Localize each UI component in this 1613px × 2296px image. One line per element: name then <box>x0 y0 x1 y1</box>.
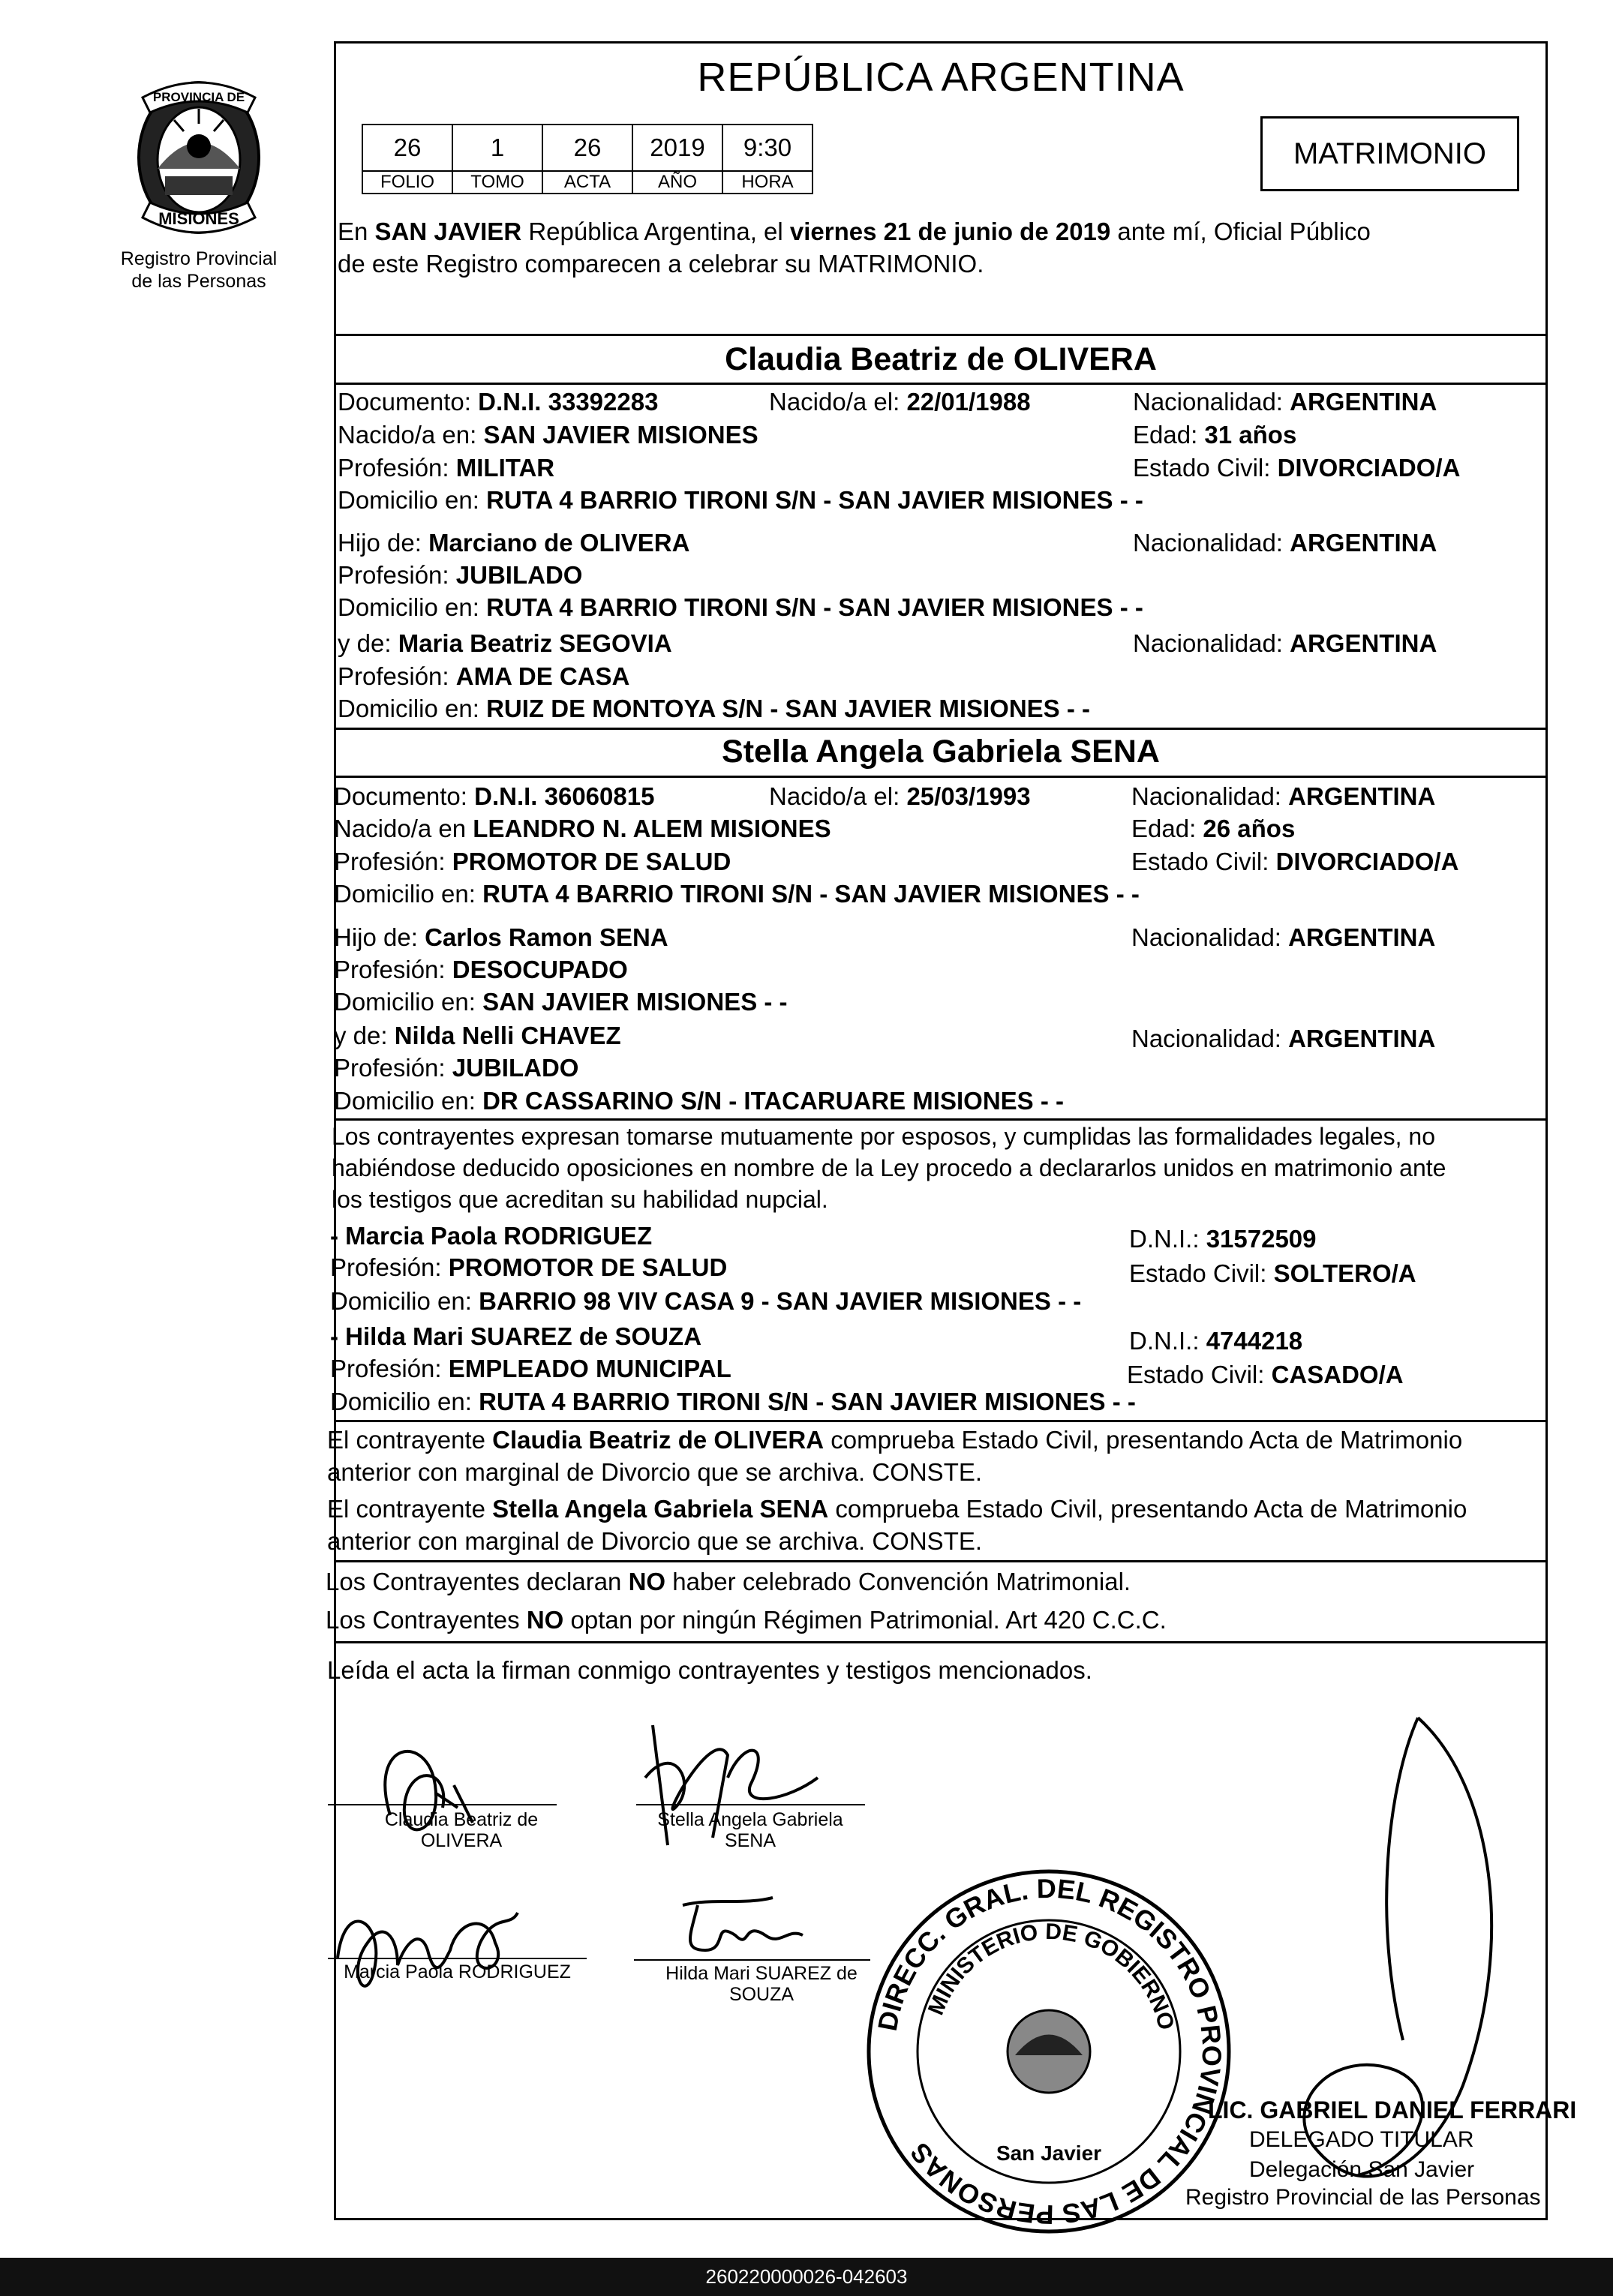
reading-statement: Leída el acta la firman conmigo contrayentes y testigos mencionados. <box>327 1656 1092 1684</box>
signature-caption-hilda: Hilda Mari SUAREZ de SOUZA <box>665 1963 858 2005</box>
country-title: REPÚBLICA ARGENTINA <box>697 55 1185 100</box>
spouse2-document: Documento: D.N.I. 36060815 <box>334 782 655 810</box>
spouse1-father-address: Domicilio en: RUTA 4 BARRIO TIRONI S/N - SAN JAVIER MISIONES - - <box>338 593 1143 621</box>
divider <box>334 383 1548 385</box>
intro-date: viernes 21 de junio de 2019 <box>789 218 1111 245</box>
spouse2-mother-profession: Profesión: JUBILADO <box>334 1054 579 1082</box>
spouse1-mother: y de: Maria Beatriz SEGOVIA <box>338 629 672 657</box>
registry-name-line2: de las Personas <box>131 271 266 292</box>
civil-proof-2: El contrayente Stella Angela Gabriela SENA comprueba Estado Civil, presentando Acta de Matrimonio anterior con marginal de Divorcio que se archiva. CONSTE. <box>327 1495 1467 1555</box>
witness2-dni: D.N.I.: 4744218 <box>1129 1327 1303 1355</box>
registry-name-line1: Registro Provincial <box>120 248 278 269</box>
signature-line <box>328 1804 557 1805</box>
spouse1-civil-status: Estado Civil: DIVORCIADO/A <box>1133 454 1461 482</box>
spouse2-father-nationality: Nacionalidad: ARGENTINA <box>1131 923 1436 951</box>
spouse2-civil-status: Estado Civil: DIVORCIADO/A <box>1131 848 1459 875</box>
witness2-address: Domicilio en: RUTA 4 BARRIO TIRONI S/N - SAN JAVIER MISIONES - - <box>330 1388 1136 1415</box>
official-name: LIC. GABRIEL DANIEL FERRARI <box>1208 2096 1577 2123</box>
hora-label: HORA <box>722 171 813 194</box>
spouse2-name: Stella Angela Gabriela SENA <box>722 734 1160 770</box>
hora-value: 9:30 <box>722 125 813 171</box>
spouse2-father-profession: Profesión: DESOCUPADO <box>334 956 628 983</box>
seal-bottom-text: San Javier <box>996 2141 1102 2165</box>
folio-value: 26 <box>362 125 452 171</box>
spouse1-mother-nationality: Nacionalidad: ARGENTINA <box>1133 629 1437 657</box>
spouse2-profession: Profesión: PROMOTOR DE SALUD <box>334 848 731 875</box>
divider <box>334 334 1548 336</box>
official-registry: Registro Provincial de las Personas <box>1185 2185 1541 2210</box>
witness1-civil-status: Estado Civil: SOLTERO/A <box>1129 1259 1416 1287</box>
seal-inner-text: MINISTERIO DE GOBIERNO <box>923 1919 1179 2033</box>
tomo-value: 1 <box>452 125 542 171</box>
spouse1-birthplace: Nacido/a en: SAN JAVIER MISIONES <box>338 421 758 449</box>
convention-line-2: Los Contrayentes NO optan por ningún Régimen Patrimonial. Art 420 C.C.C. <box>326 1606 1167 1634</box>
document-type-box <box>1260 116 1519 191</box>
spouse1-father-profession: Profesión: JUBILADO <box>338 561 583 589</box>
civil-proof-1: El contrayente Claudia Beatriz de OLIVERA comprueba Estado Civil, presentando Acta de Matrimonio anterior con marginal de Divorcio que se archiva. CONSTE. <box>327 1426 1463 1486</box>
signature-line <box>634 1959 870 1961</box>
spouse2-age: Edad: 26 años <box>1131 815 1296 842</box>
divider <box>334 728 1548 730</box>
spouse1-mother-profession: Profesión: AMA DE CASA <box>338 662 630 690</box>
spouse2-birthplace: Nacido/a en LEANDRO N. ALEM MISIONES <box>334 815 831 842</box>
spouse1-father: Hijo de: Marciano de OLIVERA <box>338 529 690 557</box>
intro-line-1: En SAN JAVIER República Argentina, el viernes 21 de junio de 2019 ante mí, Oficial Público <box>338 218 1371 245</box>
registry-name <box>90 248 308 293</box>
spouse1-father-nationality: Nacionalidad: ARGENTINA <box>1133 529 1437 557</box>
document-type-label: MATRIMONIO <box>1293 137 1486 170</box>
witness1-dni: D.N.I.: 31572509 <box>1129 1225 1317 1253</box>
intro-place: SAN JAVIER <box>374 218 522 245</box>
divider <box>334 1560 1548 1562</box>
seal-outer-text: DIRECC. GRAL. DEL REGISTRO PROVINCIAL DE LAS PERSONAS <box>871 1872 1228 2231</box>
convention-line-1: Los Contrayentes declaran NO haber celebrado Convención Matrimonial. <box>326 1568 1131 1595</box>
divider <box>334 776 1548 778</box>
footer-code: 260220000026-042603 <box>0 2258 1613 2296</box>
tomo-label: TOMO <box>452 171 542 194</box>
witness2-profession: Profesión: EMPLEADO MUNICIPAL <box>330 1355 731 1382</box>
ano-label: AÑO <box>632 171 722 194</box>
ano-value: 2019 <box>632 125 722 171</box>
witness1-address: Domicilio en: BARRIO 98 VIV CASA 9 - SAN JAVIER MISIONES - - <box>330 1287 1082 1315</box>
spouse2-mother: y de: Nilda Nelli CHAVEZ <box>334 1022 621 1049</box>
official-seal <box>861 1864 1236 2239</box>
spouse2-birthdate: Nacido/a el: 25/03/1993 <box>769 782 1031 810</box>
registration-table <box>362 124 813 194</box>
spouse2-nationality: Nacionalidad: ARGENTINA <box>1131 782 1436 810</box>
spouse1-nationality: Nacionalidad: ARGENTINA <box>1133 388 1437 416</box>
spouse2-mother-nationality: Nacionalidad: ARGENTINA <box>1131 1025 1436 1052</box>
signature-caption-stella: Stella Angela Gabriela SENA <box>657 1809 843 1851</box>
witness2-civil-status: Estado Civil: CASADO/A <box>1127 1361 1404 1388</box>
spouse1-address: Domicilio en: RUTA 4 BARRIO TIRONI S/N - SAN JAVIER MISIONES - - <box>338 486 1143 514</box>
provincial-coat-of-arms-logo <box>113 71 285 244</box>
spouse1-mother-address: Domicilio en: RUIZ DE MONTOYA S/N - SAN JAVIER MISIONES - - <box>338 695 1091 722</box>
signature-line <box>328 1958 587 1959</box>
witness2-name: - Hilda Mari SUAREZ de SOUZA <box>330 1322 702 1350</box>
logo-text-top: PROVINCIA DE <box>152 90 245 104</box>
spouse2-father: Hijo de: Carlos Ramon SENA <box>334 923 668 951</box>
divider <box>334 1420 1548 1422</box>
logo-text-bottom: MISIONES <box>158 209 239 228</box>
spouse2-address: Domicilio en: RUTA 4 BARRIO TIRONI S/N - SAN JAVIER MISIONES - - <box>334 880 1140 908</box>
signature-caption-marcia: Marcia Paola RODRIGUEZ <box>344 1961 571 1982</box>
witness1-name: - Marcia Paola RODRIGUEZ <box>330 1222 653 1250</box>
signature-line <box>636 1804 865 1805</box>
folio-label: FOLIO <box>362 171 452 194</box>
signature-caption-claudia: Claudia Beatriz de OLIVERA <box>384 1809 539 1851</box>
acta-label: ACTA <box>542 171 632 194</box>
spouse1-profession: Profesión: MILITAR <box>338 454 555 482</box>
official-title: DELEGADO TITULAR <box>1249 2127 1474 2152</box>
spouse1-birthdate: Nacido/a el: 22/01/1988 <box>769 388 1031 416</box>
spouse1-name: Claudia Beatriz de OLIVERA <box>725 341 1157 377</box>
acta-value: 26 <box>542 125 632 171</box>
intro-line-2: de este Registro comparecen a celebrar su MATRIMONIO. <box>338 250 984 278</box>
declaration-text: Los contrayentes expresan tomarse mutuamente por esposos, y cumplidas las formalidades legales, no habiéndose deducido oposiciones en nombre de la Ley procedo a declararlos unidos en matrimonio ante los testigos que acreditan su habilidad nupcial. <box>332 1123 1446 1213</box>
spouse1-document: Documento: D.N.I. 33392283 <box>338 388 659 416</box>
witness1-profession: Profesión: PROMOTOR DE SALUD <box>330 1253 728 1281</box>
signature-hilda <box>683 1898 803 1950</box>
divider <box>334 1641 1548 1643</box>
spouse2-father-address: Domicilio en: SAN JAVIER MISIONES - - <box>334 988 788 1016</box>
official-office: Delegación San Javier <box>1249 2157 1475 2182</box>
spouse1-age: Edad: 31 años <box>1133 421 1297 449</box>
spouse2-mother-address: Domicilio en: DR CASSARINO S/N - ITACARUARE MISIONES - - <box>334 1087 1064 1115</box>
